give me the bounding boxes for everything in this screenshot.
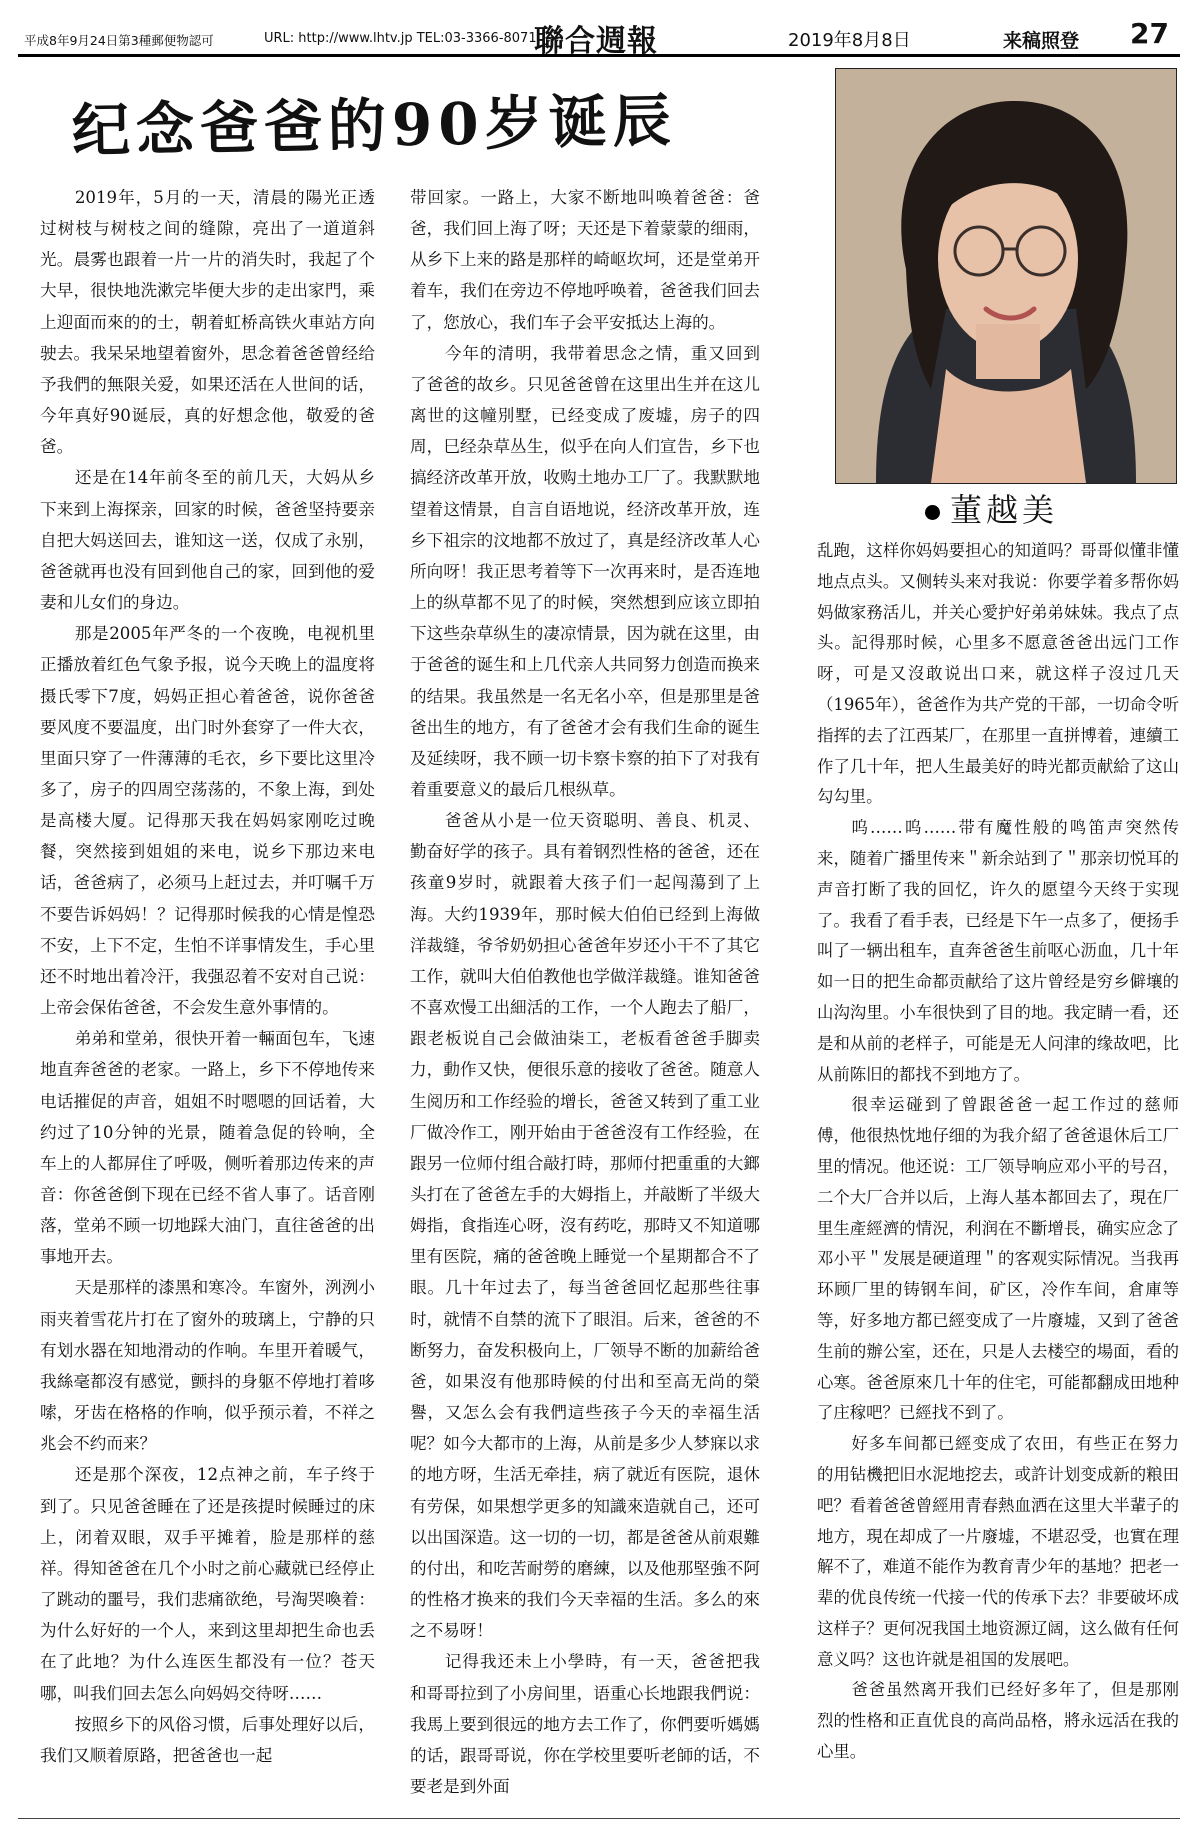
paragraph: 按照乡下的风俗习惯，后事处理好以后，我们又顺着原路，把爸爸也一起 — [40, 1714, 375, 1765]
author-byline — [925, 490, 1058, 530]
paragraph: 呜……呜……带有魔性般的鸣笛声突然传来，随着广播里传来＂新余站到了＂那亲切悦耳的声音打断了我的回忆，许久的愿望今天终于实现了。我看了看手表，已经是下午一点多了，便扬手叫了一辆出租车，直奔爸爸生前呕心沥血，几十年如一日的把生命都贡献给了这片曾经是穷乡僻壤的山沟沟里。小车很快到了目的地。我定睛一看，还是和从前的老样子，可能是无人问津的缘故吧，比从前陈旧的都找不到地方了。 — [817, 818, 1179, 1084]
paragraph: 今年的清明，我带着思念之情，重又回到了爸爸的故乡。只见爸爸曾在这里出生并在这儿离世的这幢別墅，已经变成了废墟，房子的四周，巳经杂草丛生，似乎在向人们宣告，乡下也搞经济改革开放，收购土地办工厂了。我默默地望着这情景，自言自语地说，经济改革开放，连乡下祖宗的汶地都不放过了，真是经济改革人心所向呀！我正思考着等下一次再来时，是否连地上的纵草都不见了的时候，突然想到应该立即拍下这些杂草纵生的凄凉情景，因为就在这里，由于爸爸的诞生和上几代亲人共同努力创造而换来的结果。我虽然是一名无名小卒，但是那里是爸爸出生的地方，有了爸爸才会有我们生命的诞生及延续呀，我不顾一切卡察卡察的拍下了对我有着重要意义的最后几根纵草。 — [410, 343, 760, 799]
author-photo — [835, 68, 1177, 484]
paragraph: 那是2005年严冬的一个夜晚，电视机里正播放着红色气象予报，说今天晚上的温度将摄氏零下7度，妈妈正担心着爸爸，说你爸爸要风度不要温度，出门时外套穿了一件大衣，里面只穿了一件薄薄的毛衣，乡下要比这里冷多了，房子的四周空荡荡的，不象上海，到处是高楼大厦。记得那天我在妈妈家刚吃过晚餐，突然接到姐姐的来电，说乡下那边来电话，爸爸病了，必须马上赶过去，并叮嘱千万不要告诉妈妈！？记得那时候我的心情是惶恐不安，上下不定，生怕不详事情发生，手心里还不时地出着冷汗，我强忍着不安对自己说：上帝会保佑爸爸，不会发生意外事情的。 — [40, 624, 375, 1018]
bottom-rule — [18, 1818, 1180, 1819]
paragraph: 很幸运碰到了曾跟爸爸一起工作过的慈师傅，他很热忱地仔细的为我介紹了爸爸退休后工厂里的情况。他还说：工厂领导响应邓小平的号召，二个大厂合并以后，上海人基本都回去了，現在厂里生產經濟的情況，利润在不斷增長，确实应念了邓小平＂发展是硬道理＂的客观实际情况。当我再环顾厂里的铸钢车间，矿区，冷作车间，倉庫等等，好多地方都已經变成了一片廢墟，又到了爸爸生前的辦公室，还在，只是人去楼空的場面，看的心寒。爸爸原來几十年的住宅，可能都翻成田地种了庄稼吧？已經找不到了。 — [817, 1095, 1179, 1423]
bullet-icon — [925, 505, 940, 520]
article-column-3 — [817, 536, 1179, 1806]
paragraph: 爸爸从小是一位天资聪明、善良、机灵、勤奋好学的孩子。具有着钢烈性格的爸爸，还在孩童9岁时，就跟着大孩子们一起闯蕩到了上海。大约1939年，那时候大伯伯已经到上海做洋裁缝，爷爷奶奶担心爸爸年岁还小干不了其它工作，就叫大伯伯教他也学做洋裁缝。谁知爸爸不喜欢慢工出細活的工作，一个人跑去了船厂，跟老板说自己会做油柒工，老板看爸爸手脚卖力，動作又快，便很乐意的接收了爸爸。随意人生阅历和工作经验的增长，爸爸又转到了重工业厂做冷作工，刚开始由于爸爸沒有工作经验，在跟另一位师付组合敲打時，那师付把重重的大鎯头打在了爸爸左手的大姆指上，并敲断了半级大姆指，食指连心呀，沒有药吃，那時又不知道哪里有医院，痛的爸爸晚上睡觉一个星期都合不了眼。几十年过去了，每当爸爸回忆起那些往事时，就情不自禁的流下了眼泪。后来，爸爸的不断努力，奋发积极向上，厂领导不断的加薪给爸爸，如果沒有他那時候的付出和至高无尚的榮譽，又怎么会有我們這些孩子今天的幸福生活呢？如今大都市的上海，从前是多少人梦寐以求的地方呀，生活无牵挂，病了就近有医院，退休有劳保，如果想学更多的知識來造就自己，还可以出国深造。这一切的一切，都是爸爸从前艰難的付出，和吃苦耐勞的磨練，以及他那堅強不阿的性格才换来的我们今天幸福的生活。多么的來之不易呀！ — [410, 811, 760, 1641]
paragraph: 带回家。一路上，大家不断地叫唤着爸爸：爸爸，我们回上海了呀；天还是下着蒙蒙的细雨，从乡下上来的路是那样的崎岖坎坷，还是堂弟开着车，我们在旁边不停地呼唤着，爸爸我们回去了，您放心，我们车子会平安抵达上海的。 — [410, 188, 760, 332]
article-column-1 — [40, 182, 375, 1802]
author-name: 董越美 — [950, 491, 1059, 529]
section-name: 来稿照登 — [1003, 30, 1080, 52]
page-number: 27 — [1130, 17, 1169, 50]
paragraph: 天是那样的漆黑和寒冷。车窗外，洌洌小雨夹着雪花片打在了窗外的玻璃上，宁静的只有划水器在知地滑动的作响。车里开着暖气，我絲毫都沒有感觉，颤抖的身躯不停地打着哆嗦，牙齿在格格的作响，似乎预示着，不祥之兆会不约而来？ — [40, 1278, 375, 1454]
paragraph: 2019年，5月的一天，清晨的陽光正透过树枝与树枝之间的缝隙，亮出了一道道斜光。晨雾也跟着一片一片的消失时，我起了个大早，很快地洗漱完毕便大步的走出家門，乘上迎面而來的的士，朝着虹桥高铁火車站方向驶去。我呆呆地望着窗外，思念着爸爸曾经给予我們的無限关爱，如果还活在人世间的话，今年真好90诞辰，真的好想念他，敬爱的爸爸。 — [40, 188, 375, 457]
paragraph: 还是在14年前冬至的前几天，大妈从乡下来到上海探亲，回家的时候，爸爸坚持要亲自把大妈送回去，谁知这一送，仅成了永别，爸爸就再也没有回到他自己的家，回到他的爱妻和儿女们的身边。 — [40, 468, 375, 613]
masthead: 聯合週報 — [534, 24, 658, 59]
paragraph: 弟弟和堂弟，很快开着一輛面包车，飞速地直奔爸爸的老家。一路上，乡下不停地传来电话摧促的声音，姐姐不时嗯嗯的回话着，大约过了10分钟的光景，随着急促的铃响，全车上的人都屏住了呼吸，侧听着那边传来的声音：你爸爸倒下现在已经不省人事了。话音刚落，堂弟不顾一切地踩大油门，直往爸爸的出事地开去。 — [40, 1029, 375, 1267]
paragraph: 好多车间都已經变成了农田，有些正在努力的用钻機把旧水泥地挖去，或許计划变成新的粮田吧？看着爸爸曾經用青春熱血洒在这里大半輩子的地方，現在却成了一片廢墟，不堪忍受，也實在理解不了，难道不能作为教育青少年的基地？把老一辈的优良传统一代接一代的传承下去？非要破坏成这样子？更何况我国土地资源辽阔，这么做有任何意义吗？这也许就是祖国的发展吧。 — [817, 1434, 1179, 1669]
article-column-2 — [410, 182, 760, 1802]
paragraph: 爸爸虽然离开我们已经好多年了，但是那刚烈的性格和正直优良的高尚品格，將永远活在我的心里。 — [817, 1680, 1179, 1762]
paragraph: 记得我还未上小學時，有一天，爸爸把我和哥哥拉到了小房间里，语重心长地跟我們说：我馬上要到很远的地方去工作了，你們要听媽媽的话，跟哥哥说，你在学校里要听老師的话，不要老是到外面 — [410, 1652, 760, 1796]
article-title: 纪念爸爸的90岁诞辰 — [71, 86, 678, 165]
paragraph: 还是那个深夜，12点神之前，车子终于到了。只见爸爸睡在了还是孩提时候睡过的床上，闭着双眼，双手平摊着，脸是那样的慈祥。得知爸爸在几个小时之前心藏就已经停止了跳动的噩号，我们悲痛欲绝，号淘哭喚着：为什么好好的一个人，来到这里却把生命也丢在了此地？为什么连医生都没有一位？苍天哪，叫我们回去怎么向妈妈交待呀…… — [40, 1465, 375, 1703]
issue-date: 2019年8月8日 — [788, 30, 911, 51]
page-header — [18, 14, 1180, 57]
paragraph: 乱跑，这样你妈妈要担心的知道吗？哥哥似懂非懂地点点头。又侧转头来对我说：你要学着多帮你妈妈做家務活儿，并关心愛护好弟弟妹妹。我点了点头。記得那时候，心里多不愿意爸爸出远门工作呀，可是又沒敢说出口来，就这样子沒过几天（1965年），爸爸作为共产党的干部，一切命令听指挥的去了江西某厂，在那里一直拼博着，連續工作了几十年，把人生最美好的時光都贡献給了这山勾勾里。 — [817, 541, 1179, 807]
postal-permit-text: 平成8年9月24日第3種郵便物認可 — [24, 33, 214, 48]
contact-info: URL: http://www.lhtv.jp TEL:03-3366-8071 — [264, 31, 537, 46]
portrait-image — [836, 69, 1176, 483]
